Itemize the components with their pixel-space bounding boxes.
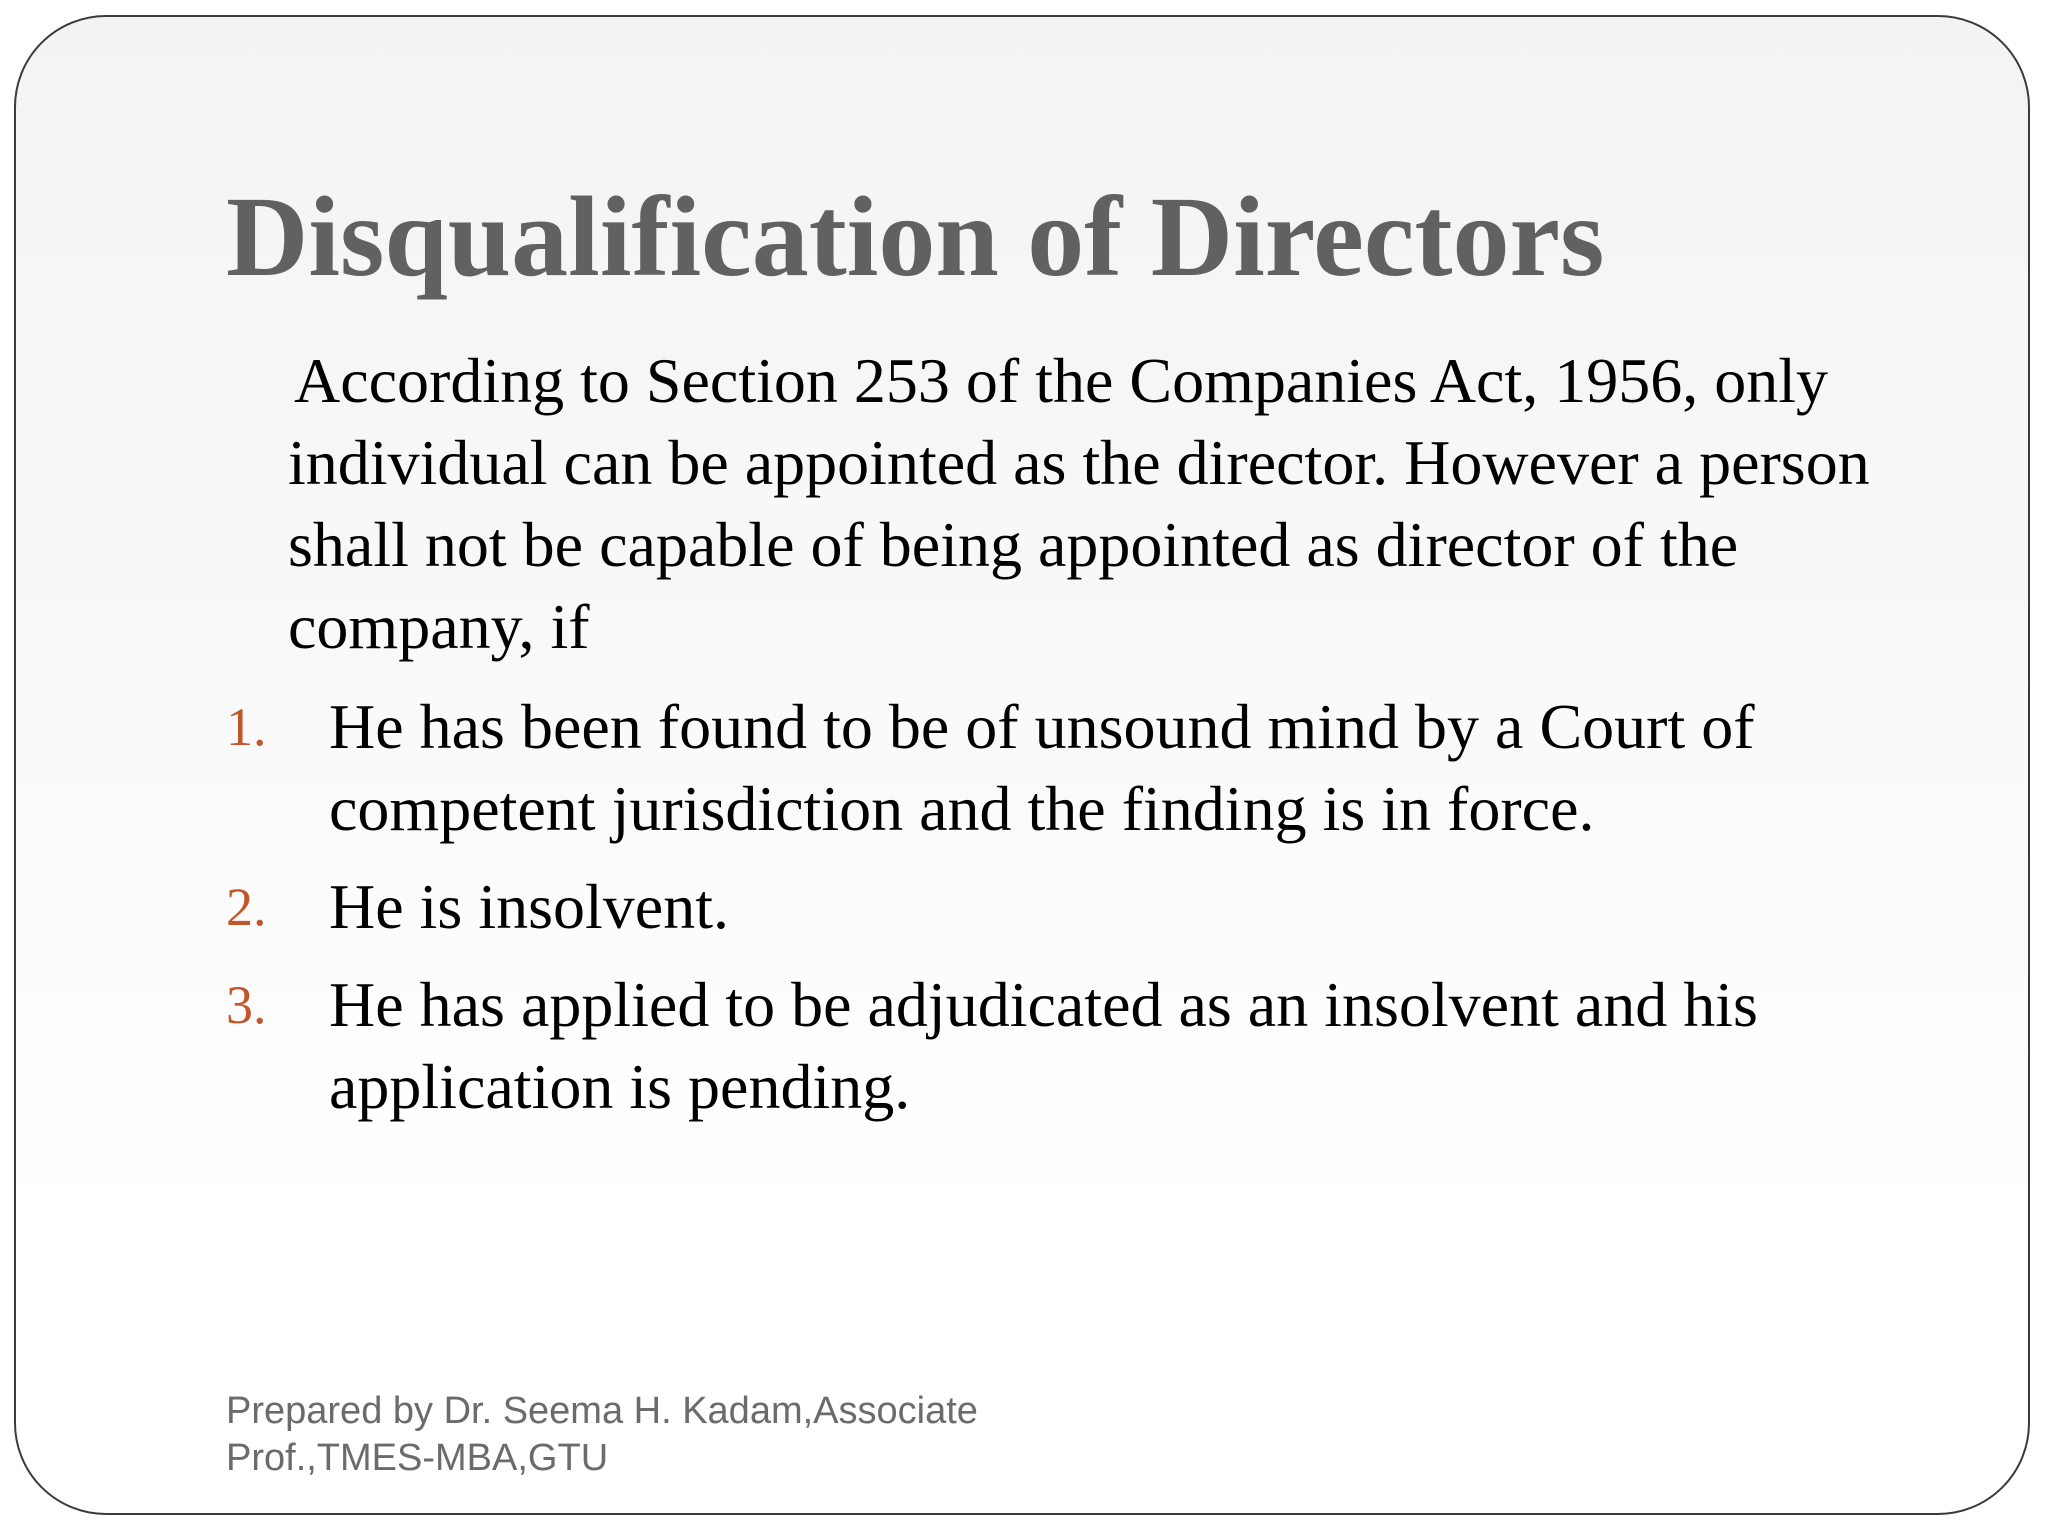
disqualification-list xyxy=(226,686,1966,1144)
list-item xyxy=(226,866,1966,948)
list-item-number: 1. xyxy=(226,697,267,757)
slide-title: Disqualification of Directors xyxy=(226,173,1605,300)
list-item-text: He has applied to be adjudicated as an insolvent and his application is pending. xyxy=(329,969,1758,1122)
list-item xyxy=(226,964,1966,1128)
footer-line-affiliation: Prof.,TMES-MBA,GTU xyxy=(226,1437,609,1479)
list-item-text: He is insolvent. xyxy=(329,871,729,942)
slide-footer xyxy=(226,1388,1126,1482)
intro-paragraph: According to Section 253 of the Companies Act, 1956, only individual can be appointed as the director. However a person shall not be capable of being appointed as director of the company, if xyxy=(288,345,1870,662)
footer-line-author: Prepared by Dr. Seema H. Kadam,Associate xyxy=(226,1390,978,1432)
list-item-number: 3. xyxy=(226,975,267,1035)
list-item xyxy=(226,686,1966,850)
list-item-text: He has been found to be of unsound mind by a Court of competent jurisdiction and the finding is in force. xyxy=(329,691,1755,844)
list-item-number: 2. xyxy=(226,877,267,937)
